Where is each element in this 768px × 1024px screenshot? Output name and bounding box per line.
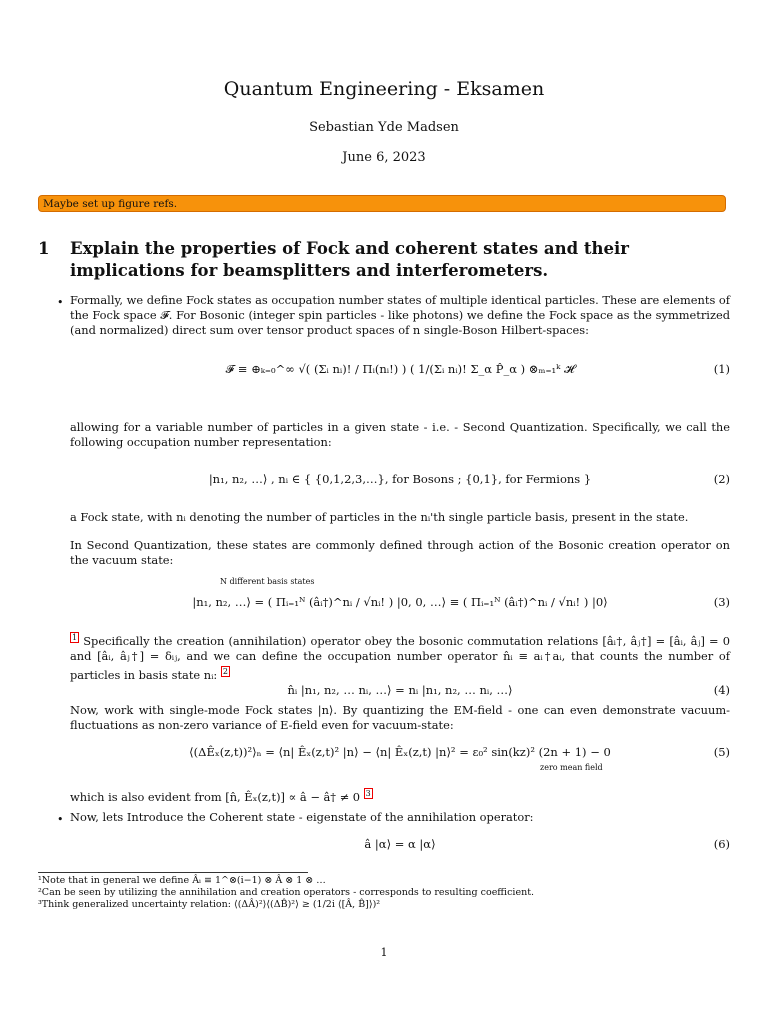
equation-3-overbrace-label: N different basis states (220, 577, 315, 586)
equation-1-body: 𝓕 ≡ ⊕ₖ₌₀^∞ √( (Σᵢ nᵢ)! / Πᵢ(nᵢ!) ) ( 1/(Σᵢ nᵢ)! Σ_α P̂_α ) ⊗ₘ₌₁ᵏ 𝓗 (225, 362, 575, 376)
document-date: June 6, 2023 (342, 150, 426, 165)
paragraph-second-quantization: allowing for a variable number of particles in a given state - i.e. - Second Quantization. Specifically, we call the following occupation number representation: (70, 420, 730, 449)
paragraph-single-mode: Now, work with single-mode Fock states |n⟩. By quantizing the EM-field - one can even demonstrate vacuum-fluctuations as non-zero variance of E-field even for vacuum-state: (70, 703, 730, 732)
document-author: Sebastian Yde Madsen (309, 120, 459, 135)
equation-3-number: (3) (713, 595, 730, 609)
footnote-mark-2[interactable]: 2 (222, 666, 228, 676)
todo-note: Maybe set up figure refs. (38, 195, 726, 212)
paragraph-coherent-state: Now, lets Introduce the Coherent state - eigenstate of the annihilation operator: (70, 810, 534, 824)
bullet-marker: • (57, 813, 64, 826)
paragraph-commutation (70, 630, 730, 683)
paragraph-commutator (70, 786, 730, 805)
equation-5-body: ⟨(ΔÊₓ(z,t))²⟩ₙ = ⟨n| Êₓ(z,t)² |n⟩ − ⟨n| Êₓ(z,t) |n⟩² = ε₀² sin(kz)² (2n + 1) − 0 (189, 745, 611, 759)
paragraph-creation-operator: In Second Quantization, these states are commonly defined through action of the Bosonic creation operator on the vacuum state: (70, 538, 730, 567)
equation-2-number: (2) (713, 472, 730, 486)
document-title: Quantum Engineering - Eksamen (223, 78, 545, 100)
section-number: 1 (38, 239, 50, 258)
page-number: 1 (380, 946, 388, 959)
footnote-2: ²Can be seen by utilizing the annihilation and creation operators - corresponds to resulting coefficient. (38, 887, 535, 898)
equation-4-body: n̂ᵢ |n₁, n₂, … nᵢ, …⟩ = nᵢ |n₁, n₂, … nᵢ, …⟩ (287, 683, 513, 697)
paragraph-fock-state: a Fock state, with nᵢ denoting the number of particles in the nᵢ'th single particle basis, present in the state. (70, 510, 689, 524)
paragraph-commutator-text: which is also evident from [n̂, Êₓ(z,t)] ∝ â − â† ≠ 0 (70, 789, 360, 804)
equation-2-body: |n₁, n₂, …⟩ , nᵢ ∈ { {0,1,2,3,…}, for Bosons ; {0,1}, for Fermions } (208, 472, 592, 486)
section-title: Explain the properties of Fock and coherent states and their implications for beamsplitters and interferometers. (70, 239, 629, 280)
bullet-marker: • (57, 296, 64, 309)
footnote-mark-3[interactable]: 3 (365, 789, 371, 798)
paragraph-commutation-text: Specifically the creation (annihilation) operator obey the bosonic commutation relations [âᵢ†, âⱼ†] = [âᵢ, âⱼ] = 0 and [âᵢ, âⱼ†] = δᵢⱼ, and we can define the occupation number operator n̂ᵢ ≡ aᵢ†aᵢ, that counts the number of particles in basis state nᵢ: (70, 633, 730, 682)
footnote-3: ³Think generalized uncertainty relation: ⟨(ΔÂ)²⟩⟨(ΔB̂)²⟩ ≥ (1/2i ⟨[Â, B̂]⟩)² (38, 899, 381, 910)
footnote-1: ¹Note that in general we define Âᵢ ≡ 1^⊗(i−1) ⊗ Â ⊗ 1 ⊗ … (38, 875, 326, 886)
equation-6-body: â |α⟩ = α |α⟩ (364, 837, 436, 851)
equation-6-number: (6) (713, 837, 730, 851)
equation-1-number: (1) (713, 362, 730, 376)
paragraph-fock-definition: Formally, we define Fock states as occupation number states of multiple identical particles. These are elements of the Fock space 𝓕. For Bosonic (integer spin particles - like photons) we define the Fock space as the symmetrized (and normalized) direct sum over tensor product spaces of n single-Boson Hilbert-spaces: (70, 293, 730, 337)
footnote-mark-1[interactable]: 1 (72, 633, 78, 642)
equation-3-body: |n₁, n₂, …⟩ = ( Πᵢ₌₁ᴺ (âᵢ†)^nᵢ / √nᵢ! ) |0, 0, …⟩ ≡ ( Πᵢ₌₁ᴺ (âᵢ†)^nᵢ / √nᵢ! ) |0⟩ (192, 595, 608, 609)
equation-5-underbrace-label: zero mean field (540, 763, 603, 772)
equation-4-number: (4) (713, 683, 730, 697)
equation-5-number: (5) (713, 745, 730, 759)
footnote-rule (38, 872, 308, 873)
